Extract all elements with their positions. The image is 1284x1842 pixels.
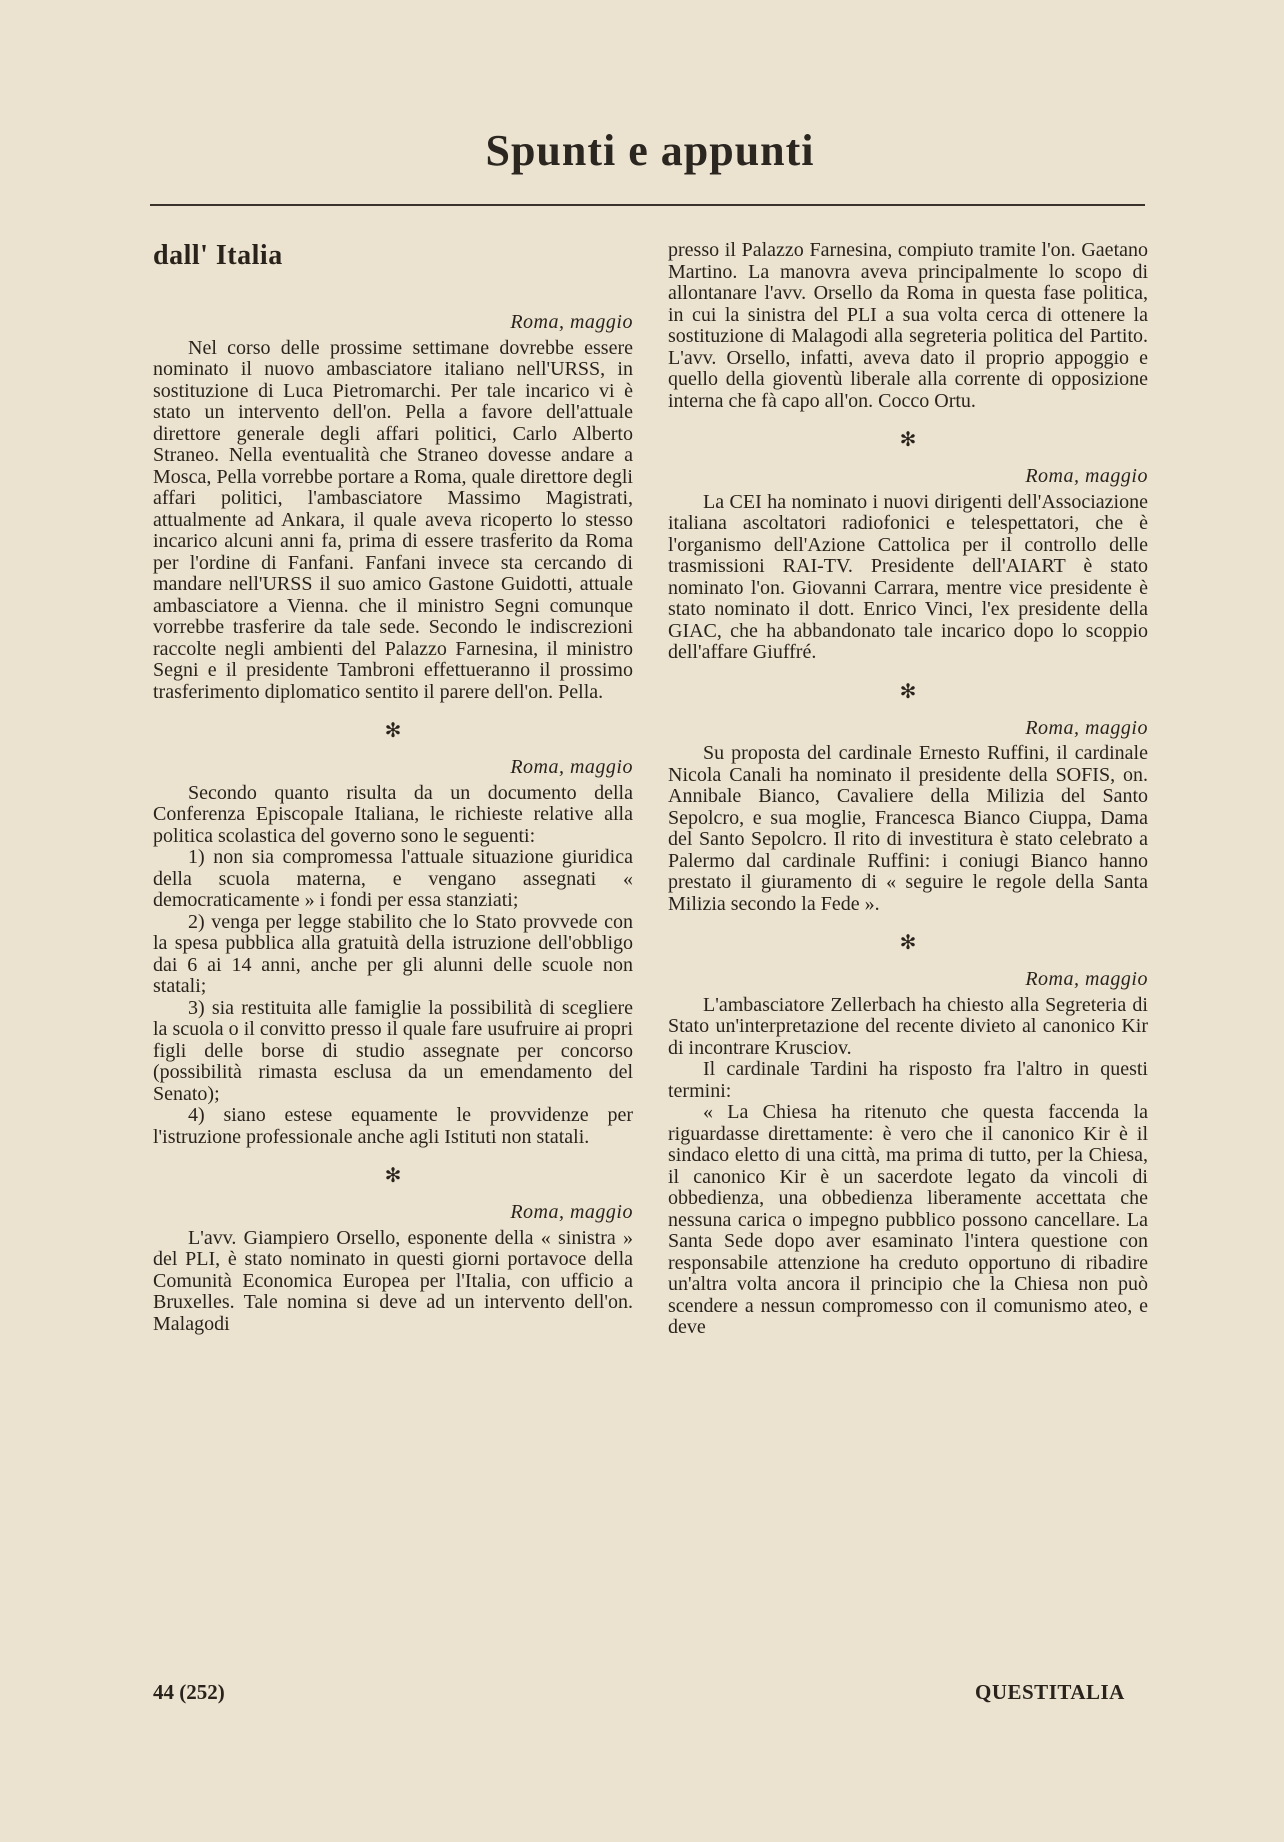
note-text: Su proposta del cardinale Ernesto Ruffini, il cardinale Nicola Canali ha nominato il presidente della SOFIS, on. Annibale Bianco, Cavaliere della Milizia del Santo Sepolcro, e sua moglie, Francesca Bianco Ciuppa, Dama del Santo Sepolcro. Il rito di investitura è stato celebrato a Palermo dal cardinale Ruffini: i coniugi Bianco hanno prestato il giuramento di « seguire le regole della Santa Milizia secondo la Fede ». <box>668 742 1148 915</box>
page-number: 44 (252) <box>153 1680 225 1704</box>
asterisk-divider: ✻ <box>899 429 917 451</box>
asterisk-divider: ✻ <box>899 680 917 703</box>
list-item: 4) siano estese equamente le provvidenze per l'istruzione professionale anche agli Istituti non statali. <box>153 1104 633 1148</box>
title-rule <box>150 204 1145 206</box>
note-text: Nel corso delle prossime settimane dovrebbe essere nominato il nuovo ambasciatore italiano nell'URSS, in sostituzione di Luca Pietromarchi. Per tale incarico vi è stato un intervento dell'on. Pella a favore dell'attuale direttore generale degli affari politici, Carlo Alberto Straneo. Nella eventualità che Straneo dovesse andare a Mosca, Pella vorrebbe portare a Roma, quale direttore degli affari politici, l'ambasciatore Massimo Magistrati, attualmente ad Ankara, il quale aveva ricoperto lo stesso incarico alcuni anni fa, prima di essere trasferito da Roma per l'ordine di Fanfani. Fanfani invece sta cercando di mandare nell'URSS il suo amico Gastone Guidotti, attuale ambasciatore a Vienna. che il ministro Segni comunque vorrebbe trasferire da tale sede. Secondo le indiscrezioni raccolte negli ambienti del Palazzo Farnesina, il ministro Segni e il presidente Tambroni effettueranno il prossimo trasferimento diplomatico sentito il parere dell'on. Pella. <box>153 336 633 703</box>
asterisk-divider: ✻ <box>384 720 402 742</box>
note-text: Secondo quanto risulta da un documento della Conferenza Episcopale Italiana, le richieste relative alla politica scolastica del governo sono le seguenti: <box>153 781 633 847</box>
note-text: Il cardinale Tardini ha risposto fra l'altro in questi termini: <box>668 1058 1148 1102</box>
dateline: Roma, maggio <box>510 1201 633 1223</box>
dateline: Roma, maggio <box>1025 716 1148 739</box>
note-text: La CEI ha nominato i nuovi dirigenti dell'Associazione italiana ascoltatori radiofonici e telespettatori, che è l'organismo dell'Azione Cattolica per il controllo delle trasmissioni RAI-TV. Presidente dell'AIART è stato nominato l'on. Giovanni Carrara, mentre vice presidente è stato nominato il dott. Enrico Vinci, l'ex presidente della GIAC, che ha abbandonato tale incarico dopo lo scoppio dell'affare Giuffré. <box>668 490 1148 663</box>
left-column <box>153 240 633 1335</box>
list-item: 2) venga per legge stabilito che lo Stato provvede con la spesa pubblica alla gratuità della istruzione dell'obbligo dai 6 ai 14 anni, anche per gli alunni delle scuole non statali; <box>153 910 633 997</box>
asterisk-divider: ✻ <box>899 932 917 954</box>
page-title: Spunti e appunti <box>485 126 815 175</box>
right-column <box>668 240 1148 1339</box>
note-text: L'avv. Giampiero Orsello, esponente della « sinistra » del PLI, è stato nominato in questi giorni portavoce della Comunità Economica Europea per l'Italia, con ufficio a Bruxelles. Tale nomina si deve ad un intervento dell'on. Malagodi <box>153 1226 633 1335</box>
note-text: L'ambasciatore Zellerbach ha chiesto alla Segreteria di Stato un'interpretazione del recente divieto al canonico Kir di incontrare Krusciov. <box>668 993 1148 1059</box>
note-text-continued: presso il Palazzo Farnesina, compiuto tramite l'on. Gaetano Martino. La manovra aveva principalmente lo scopo di allontanare l'avv. Orsello da Roma in questa fase politica, in cui la sinistra del PLI a sua volta cerca di ottenere la sostituzione di Malagodi alla segreteria politica del Partito. L'avv. Orsello, infatti, aveva dato il proprio appoggio e quello della gioventù liberale alla corrente di opposizione interna che fà capo all'on. Cocco Ortu. <box>668 239 1148 412</box>
list-item: 1) non sia compromessa l'attuale situazione giuridica della scuola materna, e vengano assegnati « democraticamente » i fondi per essa stanziati; <box>153 846 633 911</box>
dateline: Roma, maggio <box>510 311 633 333</box>
dateline: Roma, maggio <box>1025 465 1148 487</box>
magazine-name: QUESTITALIA <box>975 1680 1125 1704</box>
list-item: 3) sia restituita alle famiglie la possibilità di scegliere la scuola o il convitto presso il quale fare usufruire ai propri figli delle borse di studio assegnate per concorso (possibilità rimasta esclusa da un emendamento del Senato); <box>153 996 633 1105</box>
note-text: « La Chiesa ha ritenuto che questa faccenda la riguardasse direttamente: è vero che il canonico Kir è il sindaco eletto di una città, ma prima di tutto, per la Chiesa, il canonico Kir è un sacerdote legato da vincoli di obbedienza, una obbedienza liberamente accettata che nessuna carica o impegno pubblico possono cancellare. La Santa Sede dopo aver esaminato l'intera questione con responsabile attenzione ha creduto opportuno di ribadire un'altra volta ancora il principio che la Chiesa non può scendere a nessun compromesso con il comunismo ateo, e deve <box>668 1101 1148 1338</box>
section-heading: dall' Italia <box>153 240 283 271</box>
dateline: Roma, maggio <box>510 756 633 778</box>
dateline: Roma, maggio <box>1025 968 1148 990</box>
asterisk-divider: ✻ <box>384 1165 402 1187</box>
